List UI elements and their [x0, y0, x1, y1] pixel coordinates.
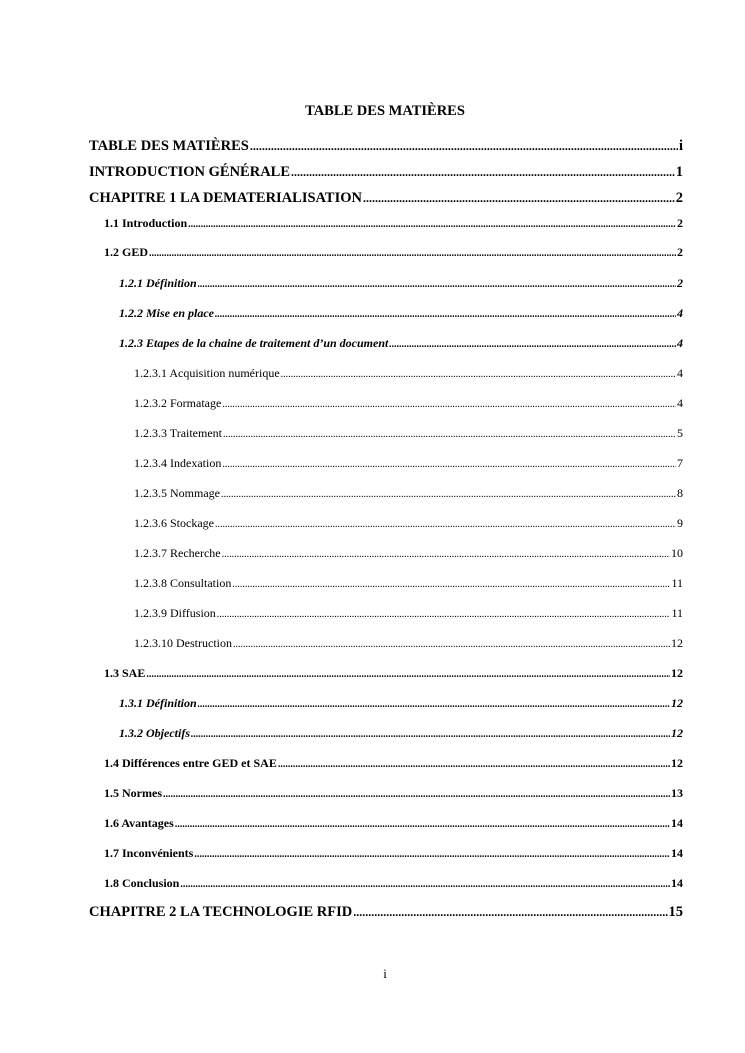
toc-entry[interactable]	[89, 164, 683, 181]
toc-entry-page: 10	[671, 546, 683, 560]
toc-entry-page: 11	[671, 606, 683, 620]
toc-entry-page: 7	[677, 456, 683, 470]
toc-entry-label: 1.2.3.2 Formatage	[134, 396, 222, 410]
toc-leader-dots	[191, 726, 670, 741]
toc-leader-dots	[146, 666, 670, 681]
toc-entry[interactable]	[104, 216, 683, 231]
toc-entry[interactable]	[119, 336, 683, 351]
toc-entry-page: 14	[671, 846, 683, 860]
toc-entry-label: 1.2.3.10 Destruction	[134, 636, 232, 650]
toc-entry-page: 9	[677, 516, 683, 530]
toc-entry-page: 12	[671, 666, 683, 680]
toc-leader-dots	[198, 276, 676, 291]
toc-entry-label: 1.5 Normes	[104, 786, 162, 800]
toc-leader-dots	[222, 546, 670, 561]
toc-entry-label: 1.1 Introduction	[104, 216, 188, 230]
toc-entry-page: 2	[677, 276, 683, 290]
toc-entry-page: 4	[677, 366, 683, 380]
toc-entry-label: 1.8 Conclusion	[104, 876, 180, 890]
toc-entry-page: 4	[677, 396, 683, 410]
toc-entry-label: 1.3 SAE	[104, 666, 146, 680]
toc-entry[interactable]	[104, 816, 683, 831]
toc-entry-page: 14	[671, 816, 683, 830]
toc-entry-label: 1.2.3.5 Nommage	[134, 486, 220, 500]
toc-entry-label: 1.2.3.6 Stockage	[134, 516, 214, 530]
toc-leader-dots	[180, 876, 670, 891]
toc-entry[interactable]	[134, 606, 683, 621]
page-title: TABLE DES MATIÈRES	[305, 103, 465, 119]
toc-entry-page: 4	[677, 306, 683, 320]
toc-entry[interactable]	[89, 138, 683, 155]
toc-entry-page: 4	[677, 336, 683, 350]
toc-entry-page: 13	[671, 786, 683, 800]
toc-entry-label: 1.2.3 Etapes de la chaine de traitement d’un document	[119, 336, 389, 350]
toc-entry-label: 1.2.3.1 Acquisition numérique	[134, 366, 280, 380]
toc-entry-label: INTRODUCTION GÉNÉRALE	[89, 164, 291, 180]
toc-leader-dots	[250, 138, 678, 155]
toc-entry-label: 1.2.3.8 Consultation	[134, 576, 232, 590]
toc-entry[interactable]	[134, 576, 683, 591]
toc-leader-dots	[363, 190, 675, 207]
toc-leader-dots	[223, 426, 676, 441]
toc-entry[interactable]	[119, 696, 683, 711]
toc-entry[interactable]	[134, 636, 683, 651]
toc-entry-page: 8	[677, 486, 683, 500]
toc-entry[interactable]	[104, 846, 683, 861]
toc-leader-dots	[233, 636, 670, 651]
toc-leader-dots	[149, 245, 676, 260]
toc-entry-page: 11	[671, 576, 683, 590]
toc-entry-page: 2	[677, 216, 683, 230]
toc-entry[interactable]	[134, 366, 683, 381]
toc-entry[interactable]	[119, 276, 683, 291]
toc-entry-label: 1.6 Avantages	[104, 816, 174, 830]
toc-leader-dots	[281, 366, 676, 381]
toc-entry[interactable]	[134, 546, 683, 561]
toc-entry-label: TABLE DES MATIÈRES	[89, 138, 249, 154]
toc-entry-label: CHAPITRE 1 LA DEMATERIALISATION	[89, 190, 362, 206]
toc-leader-dots	[215, 516, 676, 531]
toc-leader-dots	[222, 456, 676, 471]
toc-leader-dots	[217, 606, 671, 621]
toc-entry[interactable]	[104, 666, 683, 681]
toc-entry-label: 1.2.2 Mise en place	[119, 306, 214, 320]
toc-entry-label: 1.3.1 Définition	[119, 696, 197, 710]
toc-leader-dots	[278, 756, 670, 771]
toc-entry-label: 1.2.3.4 Indexation	[134, 456, 222, 470]
page-number: i	[383, 966, 387, 981]
toc-entry-page: 5	[677, 426, 683, 440]
toc-leader-dots	[194, 846, 670, 861]
toc-entry-page: 2	[677, 245, 683, 259]
toc-leader-dots	[198, 696, 670, 711]
toc-entry[interactable]	[119, 726, 683, 741]
toc-entry-page: 15	[668, 904, 683, 920]
toc-entry-label: 1.3.2 Objectifs	[119, 726, 190, 740]
toc-entry[interactable]	[104, 786, 683, 801]
toc-leader-dots	[222, 396, 676, 411]
toc-leader-dots	[353, 904, 667, 921]
toc-entry-page: 12	[671, 726, 683, 740]
toc-leader-dots	[188, 216, 676, 231]
toc-leader-dots	[389, 336, 676, 351]
toc-entry[interactable]	[89, 904, 683, 921]
toc-leader-dots	[163, 786, 670, 801]
toc-entry-page: 12	[671, 756, 683, 770]
toc-entry-page: 2	[675, 190, 683, 206]
toc-entry[interactable]	[104, 245, 683, 260]
toc-entry-label: 1.2.3.7 Recherche	[134, 546, 221, 560]
toc-leader-dots	[291, 164, 675, 181]
toc-entry[interactable]	[134, 486, 683, 501]
toc-entry[interactable]	[104, 756, 683, 771]
toc-entry[interactable]	[134, 426, 683, 441]
toc-entry[interactable]	[134, 396, 683, 411]
toc-entry-page: 1	[675, 164, 683, 180]
toc-entry[interactable]	[134, 516, 683, 531]
toc-entry[interactable]	[104, 876, 683, 891]
toc-entry-page: 12	[671, 696, 683, 710]
toc-entry-page: 12	[671, 636, 683, 650]
toc-entry-label: 1.2.3.9 Diffusion	[134, 606, 216, 620]
toc-entry-label: 1.2 GED	[104, 245, 149, 259]
toc-leader-dots	[175, 816, 670, 831]
toc-entry-label: 1.2.3.3 Traitement	[134, 426, 223, 440]
toc-entry-page: i	[678, 138, 683, 154]
toc-entry-label: CHAPITRE 2 LA TECHNOLOGIE RFID	[89, 904, 353, 920]
toc-entry-page: 14	[671, 876, 683, 890]
toc-entry-label: 1.4 Différences entre GED et SAE	[104, 756, 277, 770]
toc-entry-label: 1.2.1 Définition	[119, 276, 197, 290]
toc-entry-label: 1.7 Inconvénients	[104, 846, 194, 860]
toc-leader-dots	[232, 576, 670, 591]
toc-entry[interactable]	[119, 306, 683, 321]
toc-leader-dots	[215, 306, 676, 321]
toc-leader-dots	[221, 486, 676, 501]
toc-entry[interactable]	[134, 456, 683, 471]
toc-entry[interactable]	[89, 190, 683, 207]
